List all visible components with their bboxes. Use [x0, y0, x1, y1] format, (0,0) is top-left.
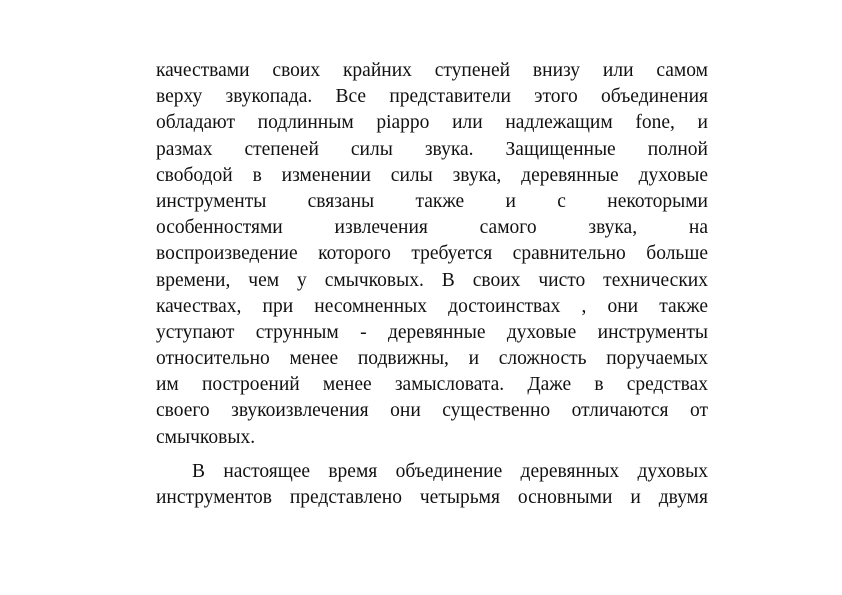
paragraph-spacer — [156, 451, 708, 459]
paragraph-1 — [156, 58, 708, 451]
body-text — [156, 58, 708, 511]
text-line: смычковых. — [156, 426, 256, 448]
text-line: воспроизведение которого требуется сравнительно больше — [156, 243, 708, 265]
text-line: В настоящее время объединение деревянных духовых — [192, 460, 708, 482]
text-line: качествах, при несомненных достоинствах , они также — [156, 295, 708, 317]
text-line: им построений менее замысловата. Даже в средствах — [156, 374, 708, 396]
text-line: особенностями извлечения самого звука, на — [156, 217, 708, 239]
text-line: инструменты связаны также и с некоторыми — [156, 190, 708, 212]
text-line: размах степеней силы звука. Защищенные полной — [156, 138, 708, 160]
text-line: времени, чем у смычковых. В своих чисто технических — [156, 269, 708, 291]
text-line: уступают струнным - деревянные духовые инструменты — [156, 321, 708, 343]
text-line: обладают подлинным piappo или надлежащим fone, и — [156, 112, 708, 134]
paragraph-2 — [156, 459, 708, 511]
text-line: качествами своих крайних ступеней внизу или самом — [156, 60, 708, 81]
text-line: инструментов представлено четырьмя основными и двумя — [156, 487, 708, 508]
text-line: верху звукопада. Все представители этого объединения — [156, 86, 708, 108]
text-line: относительно менее подвижны, и сложность поручаемых — [156, 348, 708, 370]
text-line: свободой в изменении силы звука, деревянные духовые — [156, 164, 708, 186]
text-line: своего звукоизвлечения они существенно отличаются от — [156, 400, 708, 422]
